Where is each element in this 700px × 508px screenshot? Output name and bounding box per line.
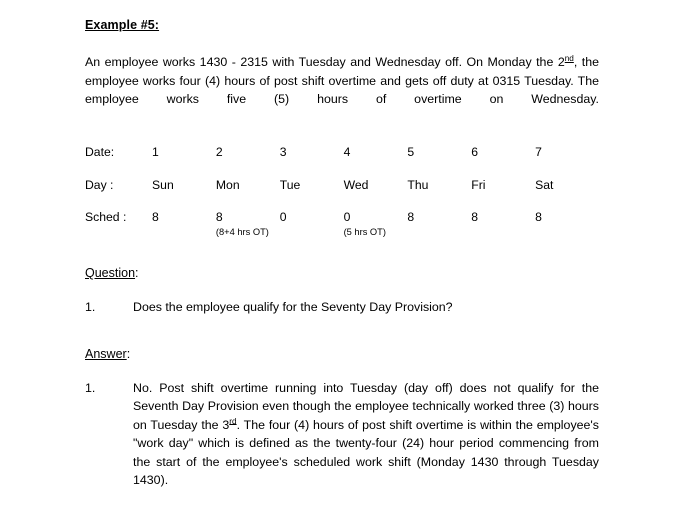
table-row-sched	[85, 210, 599, 226]
intro-paragraph	[85, 53, 599, 127]
table-cell-overtime-note	[535, 226, 599, 240]
schedule-table	[85, 145, 599, 240]
question-item	[85, 298, 599, 317]
ordinal-suffix-2nd: nd	[565, 54, 574, 63]
intro-paragraph-part2: , the employee works four (4) hours of post shift overtime and gets off duty at 0315 Tuesday. The employee works five (5) hours of overtime on Wednesday.	[85, 55, 599, 106]
answer-item	[85, 379, 599, 508]
table-cell-date: 1	[152, 145, 216, 178]
question-heading-colon: :	[135, 266, 138, 280]
table-row-date	[85, 145, 599, 178]
table-cell-sched: 0	[344, 210, 408, 226]
table-cell-date: 7	[535, 145, 599, 178]
table-cell-sched: 8	[216, 210, 280, 226]
question-heading	[85, 266, 599, 281]
table-cell-date: 5	[407, 145, 471, 178]
table-cell-day: Sun	[152, 178, 216, 210]
table-cell-date: 4	[344, 145, 408, 178]
table-cell-day: Mon	[216, 178, 280, 210]
row-label-overtime	[85, 226, 152, 240]
example-heading-text: Example #5:	[85, 18, 159, 32]
row-label-sched: Sched :	[85, 210, 152, 226]
table-row-overtime-notes	[85, 226, 599, 240]
answer-item-part2: . The four (4) hours of post shift overtime is within the employee's "work day" which is defined as the twenty-four (24) hour period commencing from the start of the employee's scheduled work shift (Monday 1430 through Tuesday 1430).	[133, 418, 599, 488]
row-label-date: Date:	[85, 145, 152, 178]
answer-heading	[85, 347, 599, 362]
table-cell-overtime-note	[280, 226, 344, 240]
question-heading-label: Question	[85, 266, 135, 280]
table-cell-day: Wed	[344, 178, 408, 210]
table-cell-overtime-note	[407, 226, 471, 240]
ordinal-suffix-3rd: rd	[229, 416, 236, 425]
table-cell-overtime-note	[152, 226, 216, 240]
table-cell-sched: 8	[407, 210, 471, 226]
table-cell-date: 6	[471, 145, 535, 178]
table-row-day	[85, 178, 599, 210]
table-cell-sched: 8	[471, 210, 535, 226]
table-cell-day: Thu	[407, 178, 471, 210]
table-cell-overtime-note: (8+4 hrs OT)	[216, 226, 280, 240]
answer-heading-label: Answer	[85, 347, 127, 361]
table-cell-sched: 0	[280, 210, 344, 226]
table-cell-overtime-note	[471, 226, 535, 240]
table-cell-day: Sat	[535, 178, 599, 210]
table-cell-day: Fri	[471, 178, 535, 210]
table-cell-sched: 8	[152, 210, 216, 226]
table-cell-overtime-note: (5 hrs OT)	[344, 226, 408, 240]
intro-paragraph-part1: An employee works 1430 - 2315 with Tuesday and Wednesday off. On Monday the 2	[85, 55, 565, 69]
row-label-day: Day :	[85, 178, 152, 210]
table-cell-date: 3	[280, 145, 344, 178]
answer-heading-colon: :	[127, 347, 130, 361]
answer-item-text	[133, 379, 599, 508]
answer-item-number: 1.	[85, 379, 125, 398]
table-cell-day: Tue	[280, 178, 344, 210]
example-heading	[85, 18, 599, 33]
answer-item-part1: No. Post shift overtime running into Tuesday (day off) does not qualify for the Seventh Day Provision even though the employee technically worked three (3) hours on Tuesday the 3	[133, 381, 599, 432]
table-cell-date: 2	[216, 145, 280, 178]
table-cell-sched: 8	[535, 210, 599, 226]
document-content	[85, 18, 599, 508]
question-item-number: 1.	[85, 298, 125, 317]
question-item-text: Does the employee qualify for the Seventy Day Provision?	[133, 298, 599, 317]
